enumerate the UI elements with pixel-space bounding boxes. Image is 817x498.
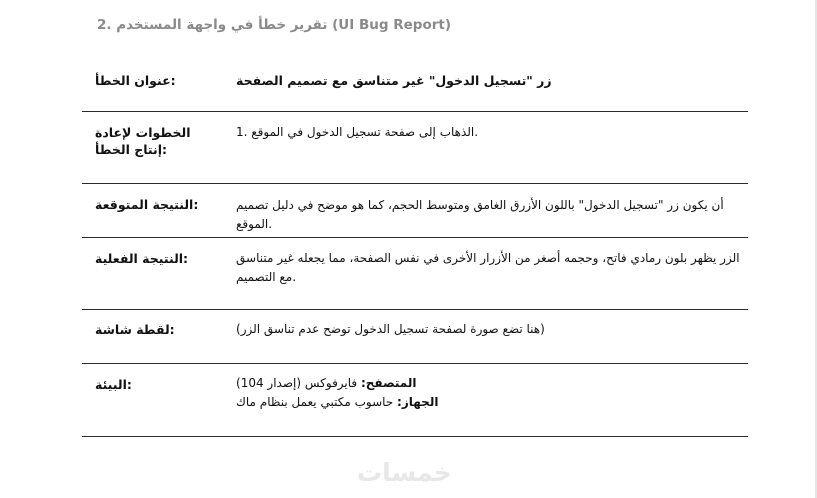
row-divider: [82, 436, 748, 437]
steps-value: 1. الذهاب إلى صفحة تسجيل الدخول في الموقع.: [236, 125, 479, 139]
browser-value: فايرفوكس (إصدار 104): [236, 376, 358, 390]
browser-key: المتصفح:: [360, 376, 417, 390]
expected-result-value: أن يكون زر "تسجيل الدخول" باللون الأزرق الغامق ومتوسط الحجم، كما هو موضح في دليل تصميم الموقع.: [236, 198, 724, 231]
row-divider: [82, 237, 748, 238]
row-divider: [82, 363, 748, 364]
device-line: [236, 393, 744, 412]
screenshot-label: لقطة شاشة:: [95, 322, 175, 337]
actual-result-label: النتيجة الفعلية:: [95, 251, 189, 266]
browser-line: [236, 374, 744, 393]
report-heading: 2. تقرير خطأ في واجهة المستخدم (UI Bug Report): [97, 17, 451, 33]
environment-label: البيئة:: [95, 377, 132, 392]
steps-label: الخطوات لإعادة إنتاج الخطأ:: [95, 125, 191, 157]
bug-title-value: زر "تسجيل الدخول" غير متناسق مع تصميم الصفحة: [236, 73, 552, 88]
row-divider: [82, 111, 748, 112]
row-divider: [82, 183, 748, 184]
screenshot-value: (هنا تضع صورة لصفحة تسجيل الدخول توضح عدم تناسق الزر): [236, 322, 545, 336]
row-divider: [82, 309, 748, 310]
expected-result-label: النتيجة المتوقعة:: [95, 197, 199, 212]
device-value: حاسوب مكتبي يعمل بنظام ماك: [236, 395, 394, 409]
actual-result-value: الزر يظهر بلون رمادي فاتح، وحجمه أصغر من الأزرار الأخرى في نفس الصفحة، مما يجعله غير متناسق مع التصميم.: [236, 251, 740, 284]
environment-value: [236, 374, 744, 412]
bug-title-label: عنوان الخطأ:: [95, 73, 176, 88]
watermark-logo: خمسات: [357, 458, 452, 487]
device-key: الجهاز:: [397, 395, 439, 409]
